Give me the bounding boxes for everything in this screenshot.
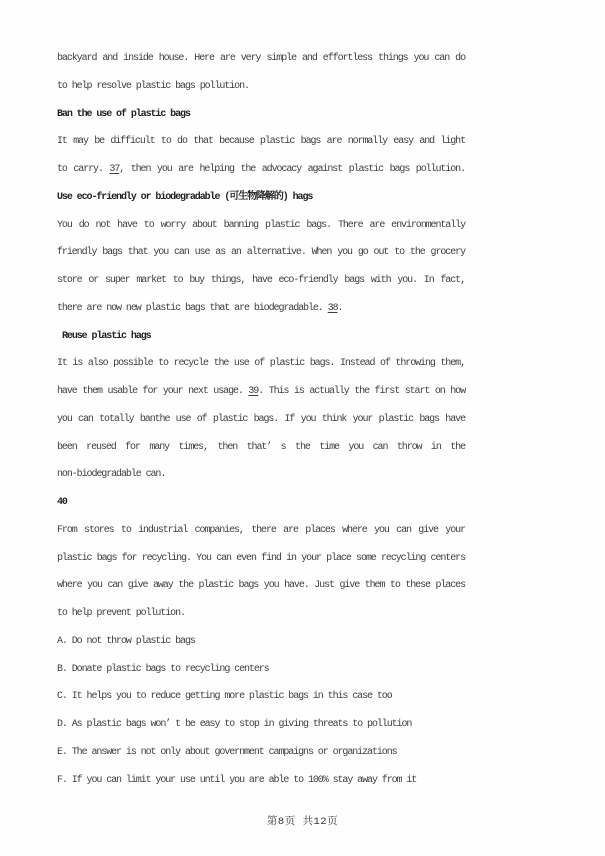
heading-line [57,101,465,129]
text-line [57,711,465,739]
text-line [57,461,465,489]
text-line [57,683,465,711]
blank-37: 37 [109,164,120,175]
text-segment: Use eco-friendly or biodegradable (可生物降解的) hags [57,191,313,203]
text-line [57,656,465,684]
text-segment: . [337,302,343,314]
text-line [57,267,465,295]
heading-line [57,323,465,351]
text-line [57,545,465,573]
text-segment: you can totally banthe use of plastic bags. If you think your plastic bags have [57,413,465,425]
text-segment: C. It helps you to reduce getting more plastic bags in this case too [57,691,392,703]
text-segment: non-biodegradable can. [57,469,166,481]
text-line [57,378,465,406]
text-segment: D. As plastic bags won’ t be easy to stop in giving threats to pollution [57,719,412,730]
text-segment: You do not have to worry about banning plastic bags. There are environmentally [57,219,465,231]
text-segment: plastic bags for recycling. You can even find in your place some recycling centers [57,552,465,564]
text-segment: been reused for many times, then that’ s the time you can throw in the [57,441,465,453]
text-line [57,406,465,434]
heading-line [57,489,465,517]
text-line [57,600,465,628]
text-segment: to help prevent pollution. [57,608,185,619]
heading-line [57,184,465,212]
text-line [57,128,465,156]
page-footer: 第8页 共12页 [266,816,339,829]
text-line [57,239,465,267]
text-line [57,628,465,656]
text-line [57,73,465,101]
text-line [57,767,465,795]
text-line [57,45,465,73]
text-segment: . This is actually the first start on how [258,386,466,397]
text-segment: Reuse plastic hags [62,330,151,342]
text-segment: Ban the use of plastic bags [57,108,190,120]
text-line [57,156,465,184]
text-line [57,295,465,323]
text-segment: store or super market to buy things, have eco-friendly bags with you. In fact, [57,275,465,286]
text-line [57,350,465,378]
text-segment: E. The answer is not only about government campaigns or organizations [57,746,397,758]
text-segment: 40 [57,497,67,508]
text-line [57,212,465,240]
text-segment: backyard and inside house. Here are very simple and effortless things you can do [57,53,465,64]
text-segment: have them usable for your next usage. [57,386,249,397]
text-segment: B. Donate plastic bags to recycling centers [57,663,269,675]
text-segment: , then you are helping the advocacy against plastic bags pollution. [119,164,465,175]
text-segment: where you can give away the plastic bags you have. Just give them to these places [57,580,465,592]
text-segment: friendly bags that you can use as an alternative. When you go out to the grocery [57,247,465,259]
text-segment: It is also possible to recycle the use of plastic bags. Instead of throwing them, [57,358,465,370]
text-line [57,517,465,545]
text-segment: to help resolve plastic bags pollution. [57,80,249,92]
text-segment: From stores to industrial companies, there are places where you can give your [57,524,465,536]
text-segment: A. Do not throw plastic bags [57,635,195,647]
blank-38: 38 [327,302,338,314]
text-segment: there are now new plastic bags that are biodegradable. [57,302,328,314]
blank-39: 39 [248,386,259,397]
text-segment: to carry. [57,164,110,175]
text-segment: F. If you can limit your use until you are able to 100% stay away from it [57,774,417,786]
text-line [57,572,465,600]
text-segment: It may be difficult to do that because plastic bags are normally easy and light [57,136,465,148]
text-line [57,739,465,767]
text-line [57,434,465,462]
